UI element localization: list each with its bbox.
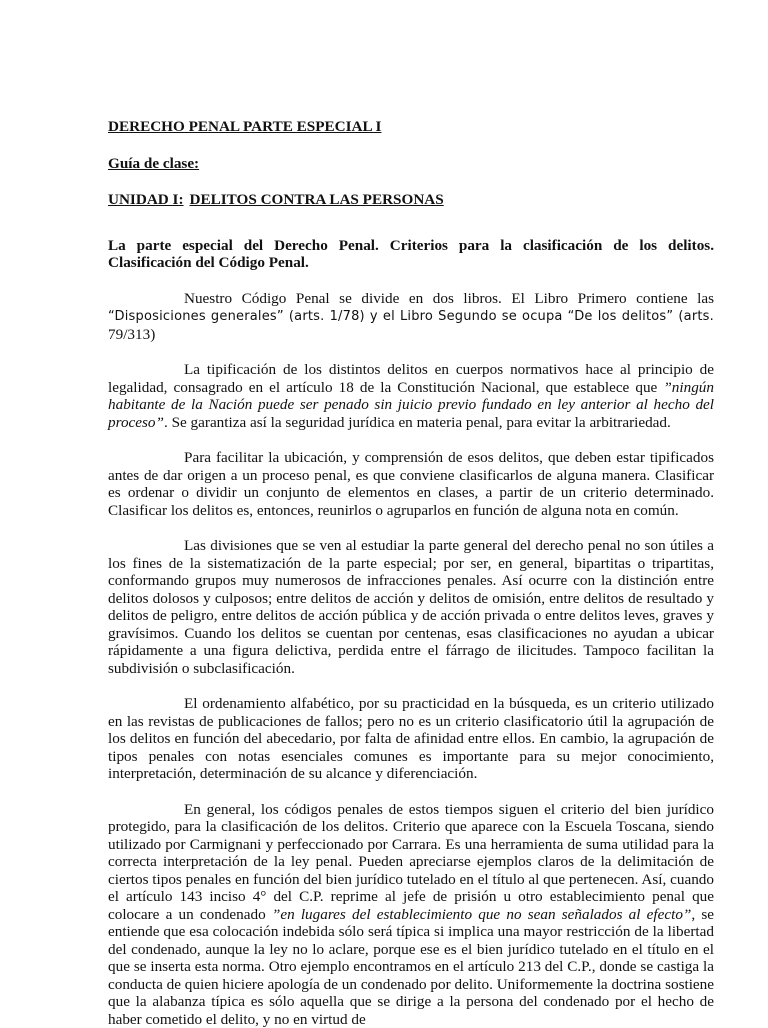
paragraph-1-text: Nuestro Código Penal se divide en dos libros. El Libro Primero contiene las — [184, 290, 714, 307]
paragraph-5: El ordenamiento alfabético, por su practicidad en la búsqueda, es un criterio utilizado en las revistas de publicaciones de fallos; pero no es un criterio clasificatorio útil la agrupación de los delitos en función del abecedario, por falta de afinidad entre ellos. En cambio, la agrupación de tipos penales con notas esenciales comunes es importante para su mejor conocimiento, interpretación, determinación de su alcance y diferenciación. — [108, 695, 714, 783]
paragraph-1 — [108, 290, 714, 344]
paragraph-6 — [108, 801, 714, 1028]
paragraph-4: Las divisiones que se ven al estudiar la parte general del derecho penal no son útiles a los fines de la sistematización de la parte especial; por ser, en general, bipartitas o tripartitas, conformando grupos muy numerosos de infracciones penales. Así ocurre con la distinción entre delitos dolosos y culposos; entre delitos de acción y delitos de omisión, entre delitos de resultado y delitos de peligro, entre delitos de acción pública y de acción privada o entre delitos leves, graves y gravísimos. Cuando los delitos se cuentan por centenas, esas clasificaciones no ayudan a ubicar rápidamente a una figura delictiva, perdida entre el fárrago de ilicitudes. Tampoco facilitan la subdivisión o subclasificación. — [108, 537, 714, 677]
paragraph-6-end: , se entiende que esa colocación indebida sólo será típica si implica una mayor restricción de la libertad del condenado, aunque la ley no lo aclare, porque ese es el bien jurídico tutelado en el título en el que se inserta esta norma. Otro ejemplo encontramos en el artículo 213 del C.P., donde se castiga la conducta de quien hiciere apología de un condenado por delito. Uniformemente la doctrina sostiene que la alabanza típica es sólo aquella que se dirige a la persona del condenado por el hecho de haber cometido el delito, y no en virtud de — [108, 906, 714, 1028]
paragraph-1-end: 79/313) — [108, 326, 155, 343]
paragraph-1-books: “Disposiciones generales” (arts. 1/78) y el Libro Segundo se ocupa “De los delitos” (arts. — [108, 309, 714, 324]
paragraph-3: Para facilitar la ubicación, y comprensión de esos delitos, que deben estar tipificados antes de dar origen a un proceso penal, es que conviene clasificarlos de alguna manera. Clasificar es ordenar o dividir un conjunto de elementos en clases, a partir de un criterio determinado. Clasificar los delitos es, entonces, reunirlos o agruparlos en función de alguna nota en común. — [108, 449, 714, 519]
unit-title: DELITOS CONTRA LAS PERSONAS — [190, 191, 444, 208]
unit-label: UNIDAD I: — [108, 191, 184, 208]
article-quote: ”en lugares del establecimiento que no sean señalados al efecto” — [272, 906, 692, 923]
paragraph-2-text: La tipificación de los distintos delitos en cuerpos normativos hace al principio de legalidad, consagrado en el artículo 18 de la Constitución Nacional, que establece que — [108, 361, 714, 396]
constitution-quote: ”ningún habitante de la Nación puede ser penado sin juicio previo fundado en ley anterior al hecho del proceso” — [108, 379, 714, 431]
guide-label: Guía de clase: — [108, 155, 714, 173]
paragraph-6-text: En general, los códigos penales de estos tiempos siguen el criterio del bien jurídico protegido, para la clasificación de los delitos. Criterio que aparece con la Escuela Toscana, siendo utilizado por Carmignani y perfeccionado por Carrara. Es una herramienta de suma utilidad para la correcta interpretación de la ley penal. Pueden apreciarse ejemplos claros de la delimitación de ciertos tipos penales en función del bien jurídico tutelado en el título al que pertenecen. Así, cuando el artículo 143 inciso 4° del C.P. reprime al jefe de prisión u otro establecimiento penal que colocare a un condenado — [108, 801, 714, 923]
paragraph-2 — [108, 361, 714, 431]
paragraph-2-end: . Se garantiza así la seguridad jurídica en materia penal, para evitar la arbitrariedad. — [164, 414, 671, 431]
course-title: DERECHO PENAL PARTE ESPECIAL I — [108, 118, 714, 136]
unit-heading — [108, 191, 714, 209]
section-title: La parte especial del Derecho Penal. Criterios para la clasificación de los delitos. Clasificación del Código Penal. — [108, 237, 714, 272]
